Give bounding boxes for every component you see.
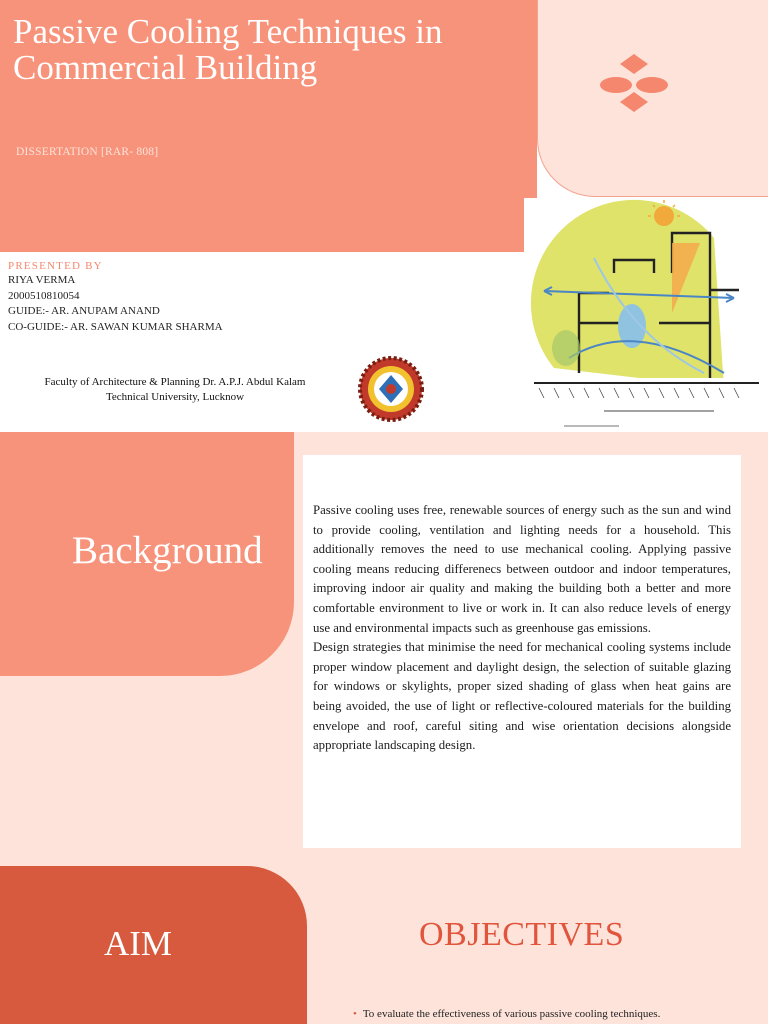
- presented-by-label: PRESENTED BY: [8, 260, 103, 272]
- roll-number: 2000510810054: [8, 289, 80, 302]
- dissertation-code: DISSERTATION [RAR- 808]: [16, 146, 159, 158]
- background-paragraph-2: Design strategies that minimise the need for mechanical cooling systems include proper window placement and daylight design, the selection of suitable glazing for windows or skylights, proper sized shading of glass when heat gains are being avoided, the use of light or reflective-coloured materials for the building envelope and roof, careful siting and wise orientation decisions alongside appropriate landscaping design.: [313, 640, 731, 753]
- background-heading: Background: [72, 529, 263, 572]
- objective-list-item: [353, 1006, 763, 1022]
- objective-text: To evaluate the effectiveness of various passive cooling techniques.: [362, 1008, 661, 1020]
- background-text-card: [303, 455, 741, 848]
- faculty-line-2: Technical University, Lucknow: [105, 391, 245, 403]
- bullet-icon: •: [353, 1008, 357, 1020]
- page-title: Passive Cooling Techniques in Commercial Building: [13, 12, 443, 87]
- aim-heading: AIM: [104, 924, 173, 963]
- presenter-info: [8, 259, 348, 335]
- objectives-heading: OBJECTIVES: [419, 916, 625, 953]
- building-section-sketch: [524, 198, 768, 432]
- faculty-text: [30, 375, 320, 405]
- student-name: RIYA VERMA: [8, 274, 76, 286]
- co-guide-name: CO-GUIDE:- AR. SAWAN KUMAR SHARMA: [8, 320, 223, 333]
- background-paragraph-1: Passive cooling uses free, renewable sources of energy such as the sun and wind to provide cooling, ventilation and lighting needs for a household. This additionally removes the need to use mechanical cooling. Applying passive cooling means reducing differenecs between outdoor and indoor temperatures, improving indoor air quality and making the building both a better and more comfortable environment to live or work in. It can also reduce levels of energy use and environmental impacts such as greenhouse gas emissions.: [313, 503, 731, 635]
- guide-name: GUIDE:- AR. ANUPAM ANAND: [8, 305, 160, 317]
- university-emblem-icon: [358, 356, 424, 422]
- faculty-line-1: Faculty of Architecture & Planning Dr. A.P.J. Abdul Kalam: [44, 376, 306, 388]
- diamond-logo-icon: [598, 52, 670, 114]
